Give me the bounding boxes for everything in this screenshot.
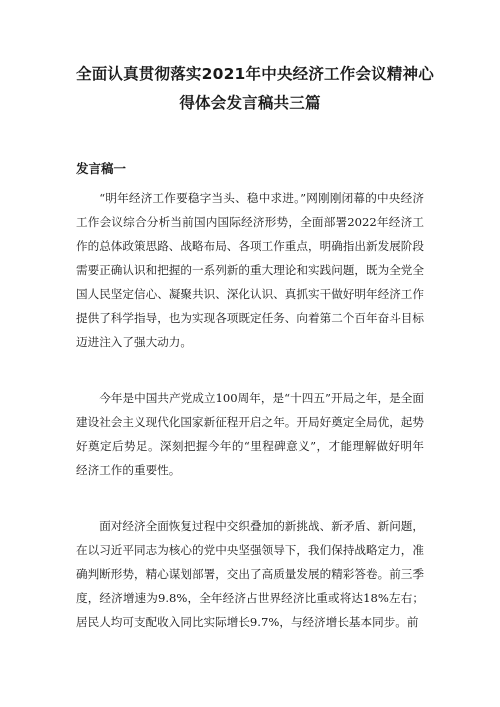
paragraph-2: 今年是中国共产党成立100周年，是“十四五”开局之年，是全面建设社会主义现代化国家新征程开启之年。开局好奠定全局优，起势好奠定后势足。深刻把握今年的“里程碑意义”，才能理解做好明年经济工作的重要性。 xyxy=(76,391,424,477)
title-line-1: 全面认真贯彻落实2021年中央经济工作会议精神心 xyxy=(76,65,434,83)
document-title xyxy=(76,60,434,118)
paragraph-1: “明年经济工作要稳字当头、稳中求进。”网刚刚闭幕的中央经济工作会议综合分析当前国内国际经济形势，全面部署2022年经济工作的总体政策思路、战略布局、各项工作重点，明确指出新发展阶段需要正确认识和把握的一系列新的重大理论和实践问题，既为全党全国人民坚定信心、凝聚共识、深化认识、真抓实干做好明年经济工作提供了科学指导，也为实现各项既定任务、向着第二个百年奋斗目标迈进注入了强大动力。 xyxy=(76,191,424,349)
title-line-2: 得体会发言稿共三篇 xyxy=(179,94,321,112)
section-heading: 发言稿一 xyxy=(76,161,127,176)
paragraph-3: 面对经济全面恢复过程中交织叠加的新挑战、新矛盾、新问题，在以习近平同志为核心的党中央坚强领导下，我们保持战略定力，准确判断形势，精心谋划部署，交出了高质量发展的精彩答卷。前三季度，经济增速为9.8%，全年经济占世界经济比重或将达18%左右；居民人均可支配收入同比实际增长9.7%，与经济增长基本同步。前 xyxy=(76,519,424,629)
